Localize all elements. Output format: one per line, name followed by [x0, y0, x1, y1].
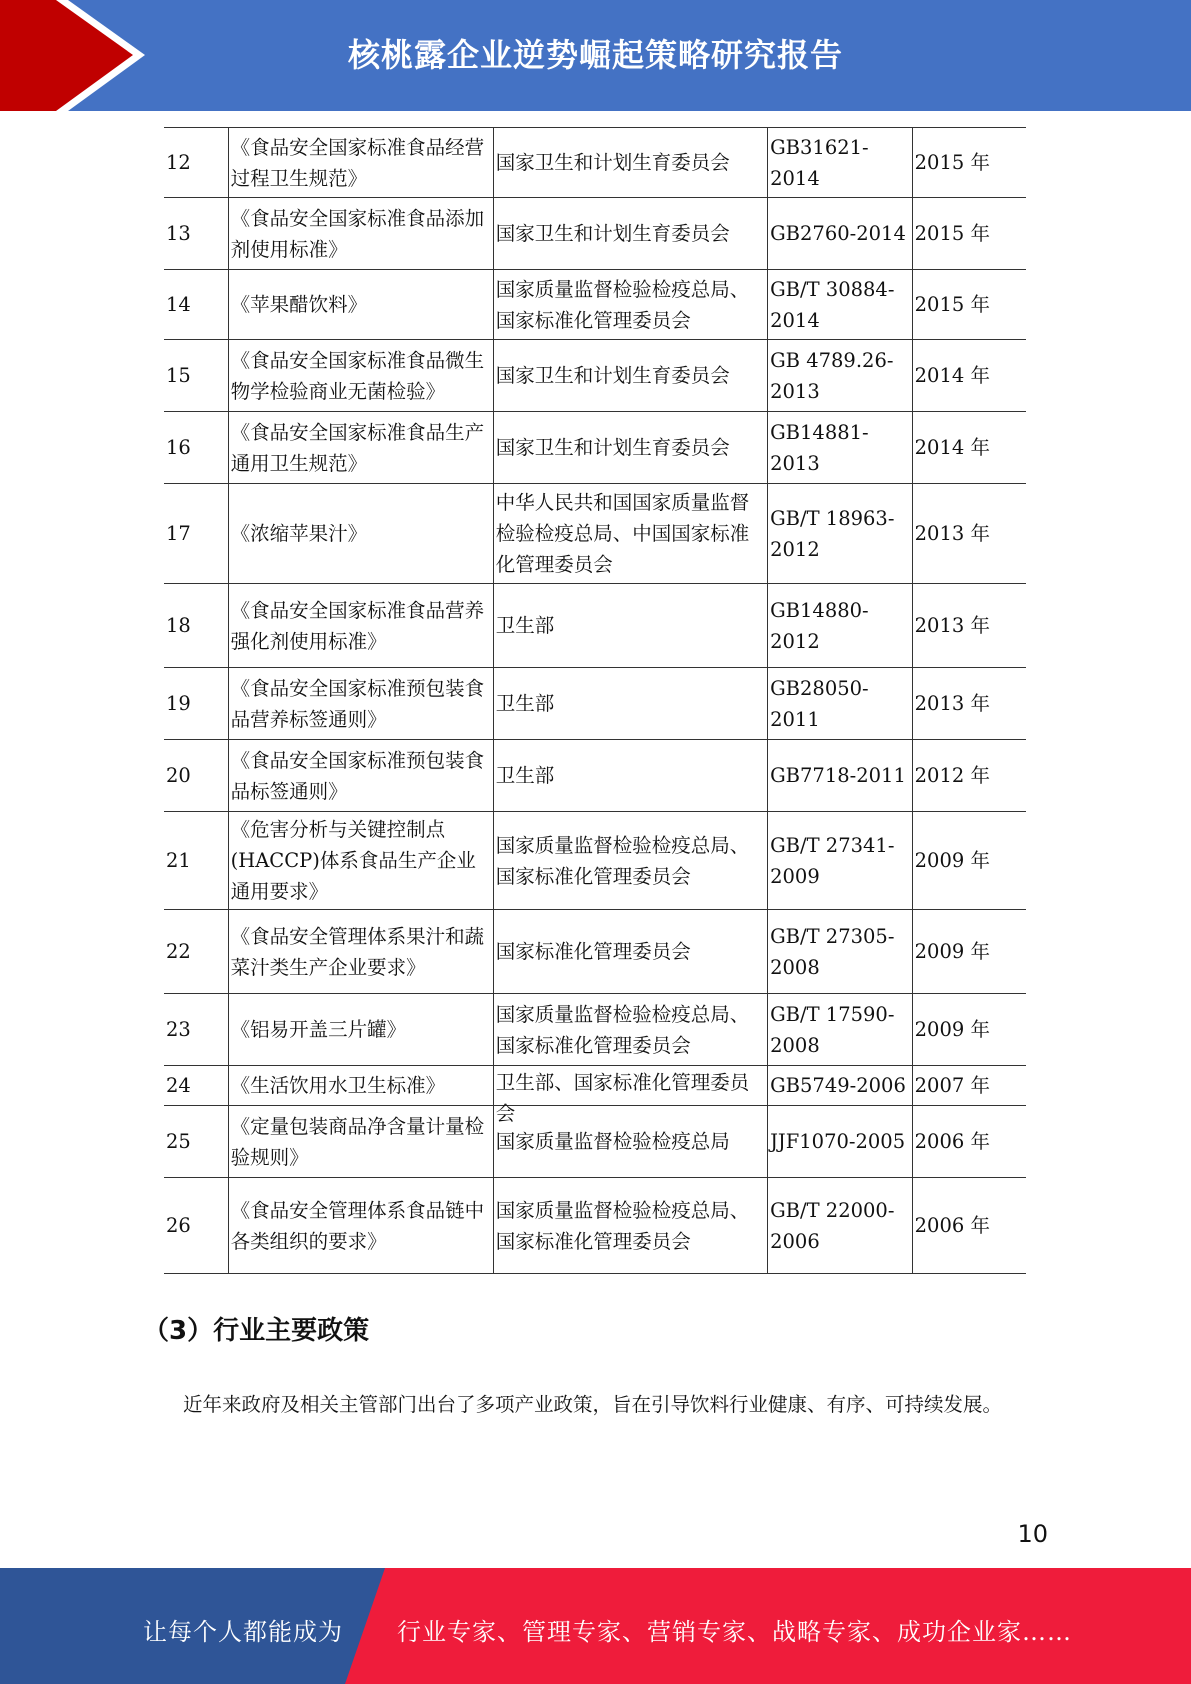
standard-name-cell: 《定量包装商品净含量计量检验规则》 — [228, 1106, 493, 1178]
row-number-cell: 17 — [164, 484, 228, 584]
standard-code-cell: GB14881-2013 — [768, 412, 913, 484]
table-row — [164, 340, 1026, 412]
row-number-cell: 19 — [164, 668, 228, 740]
standard-name-cell: 《苹果醋饮料》 — [228, 270, 493, 340]
issuing-body-cell: 卫生部 — [493, 740, 767, 812]
footer-slogan-left: 让每个人都能成为 — [143, 1618, 343, 1646]
row-number-cell: 13 — [164, 198, 228, 270]
standard-code-cell: GB/T 17590-2008 — [768, 994, 913, 1066]
row-number-cell: 22 — [164, 910, 228, 994]
effective-year-cell: 2012 年 — [912, 740, 1026, 812]
effective-year-cell: 2014 年 — [912, 340, 1026, 412]
table-row — [164, 128, 1026, 198]
effective-year-cell: 2015 年 — [912, 270, 1026, 340]
table-row — [164, 1066, 1026, 1106]
standard-name-cell: 《食品安全国家标准食品经营过程卫生规范》 — [228, 128, 493, 198]
table-row — [164, 1106, 1026, 1178]
issuing-body-cell: 国家卫生和计划生育委员会 — [493, 412, 767, 484]
row-number-cell: 23 — [164, 994, 228, 1066]
effective-year-cell: 2009 年 — [912, 910, 1026, 994]
standard-code-cell: GB/T 27305-2008 — [768, 910, 913, 994]
effective-year-cell: 2007 年 — [912, 1066, 1026, 1106]
standard-code-cell: GB28050-2011 — [768, 668, 913, 740]
table-row — [164, 584, 1026, 668]
table-row — [164, 484, 1026, 584]
standard-code-cell: GB/T 22000-2006 — [768, 1178, 913, 1274]
standard-code-cell: GB/T 18963-2012 — [768, 484, 913, 584]
issuing-body-cell: 国家质量监督检验检疫总局、国家标准化管理委员会 — [493, 1178, 767, 1274]
issuing-body-cell: 国家质量监督检验检疫总局、国家标准化管理委员会 — [493, 270, 767, 340]
report-title: 核桃露企业逆势崛起策略研究报告 — [347, 36, 843, 74]
table-row — [164, 270, 1026, 340]
effective-year-cell: 2013 年 — [912, 584, 1026, 668]
standard-code-cell: GB7718-2011 — [768, 740, 913, 812]
effective-year-cell: 2015 年 — [912, 128, 1026, 198]
page-header — [0, 0, 1191, 111]
effective-year-cell: 2014 年 — [912, 412, 1026, 484]
issuing-body-cell: 国家卫生和计划生育委员会 — [493, 340, 767, 412]
table-row — [164, 994, 1026, 1066]
table-row — [164, 198, 1026, 270]
row-number-cell: 20 — [164, 740, 228, 812]
standard-name-cell: 《危害分析与关键控制点(HACCP)体系食品生产企业通用要求》 — [228, 812, 493, 910]
effective-year-cell: 2013 年 — [912, 668, 1026, 740]
section-paragraph: 近年来政府及相关主管部门出台了多项产业政策，旨在引导饮料行业健康、有序、可持续发展。 — [183, 1393, 1003, 1416]
table-row — [164, 812, 1026, 910]
effective-year-cell: 2006 年 — [912, 1106, 1026, 1178]
issuing-body-cell: 国家质量监督检验检疫总局、国家标准化管理委员会 — [493, 812, 767, 910]
row-number-cell: 24 — [164, 1066, 228, 1106]
row-number-cell: 26 — [164, 1178, 228, 1274]
effective-year-cell: 2013 年 — [912, 484, 1026, 584]
issuing-body-cell: 卫生部 — [493, 584, 767, 668]
issuing-body-cell: 国家标准化管理委员会 — [493, 910, 767, 994]
page-footer — [0, 1568, 1191, 1684]
standard-code-cell: GB5749-2006 — [768, 1066, 913, 1106]
standard-name-cell: 《生活饮用水卫生标准》 — [228, 1066, 493, 1106]
standard-name-cell: 《食品安全国家标准食品生产通用卫生规范》 — [228, 412, 493, 484]
standard-name-cell: 《食品安全管理体系果汁和蔬菜汁类生产企业要求》 — [228, 910, 493, 994]
standard-name-cell: 《浓缩苹果汁》 — [228, 484, 493, 584]
standard-code-cell: GB 4789.26-2013 — [768, 340, 913, 412]
standard-name-cell: 《食品安全管理体系食品链中各类组织的要求》 — [228, 1178, 493, 1274]
issuing-body-cell: 卫生部 — [493, 668, 767, 740]
effective-year-cell: 2009 年 — [912, 812, 1026, 910]
standard-code-cell: GB/T 30884-2014 — [768, 270, 913, 340]
standards-table — [164, 127, 1026, 1274]
issuing-body-cell: 国家质量监督检验检疫总局、国家标准化管理委员会 — [493, 994, 767, 1066]
standard-name-cell: 《铝易开盖三片罐》 — [228, 994, 493, 1066]
row-number-cell: 18 — [164, 584, 228, 668]
standard-name-cell: 《食品安全国家标准食品微生物学检验商业无菌检验》 — [228, 340, 493, 412]
row-number-cell: 16 — [164, 412, 228, 484]
row-number-cell: 15 — [164, 340, 228, 412]
issuing-body-cell: 卫生部、国家标准化管理委员会 — [493, 1066, 767, 1106]
issuing-body-cell: 国家卫生和计划生育委员会 — [493, 128, 767, 198]
issuing-body-cell: 中华人民共和国国家质量监督检验检疫总局、中国国家标准化管理委员会 — [493, 484, 767, 584]
standard-code-cell: GB/T 27341-2009 — [768, 812, 913, 910]
table-row — [164, 412, 1026, 484]
effective-year-cell: 2006 年 — [912, 1178, 1026, 1274]
standard-name-cell: 《食品安全国家标准预包装食品营养标签通则》 — [228, 668, 493, 740]
standard-code-cell: GB2760-2014 — [768, 198, 913, 270]
effective-year-cell: 2015 年 — [912, 198, 1026, 270]
issuing-body-cell: 国家卫生和计划生育委员会 — [493, 198, 767, 270]
standard-name-cell: 《食品安全国家标准食品添加剂使用标准》 — [228, 198, 493, 270]
table-row — [164, 1178, 1026, 1274]
row-number-cell: 12 — [164, 128, 228, 198]
page-number: 10 — [1017, 1520, 1048, 1548]
standard-code-cell: JJF1070-2005 — [768, 1106, 913, 1178]
effective-year-cell: 2009 年 — [912, 994, 1026, 1066]
row-number-cell: 25 — [164, 1106, 228, 1178]
standard-code-cell: GB14880-2012 — [768, 584, 913, 668]
standard-name-cell: 《食品安全国家标准预包装食品标签通则》 — [228, 740, 493, 812]
row-number-cell: 21 — [164, 812, 228, 910]
table-row — [164, 668, 1026, 740]
standard-code-cell: GB31621-2014 — [768, 128, 913, 198]
standard-name-cell: 《食品安全国家标准食品营养强化剂使用标准》 — [228, 584, 493, 668]
section-heading: （3）行业主要政策 — [143, 1316, 370, 1346]
table-row — [164, 910, 1026, 994]
row-number-cell: 14 — [164, 270, 228, 340]
issuing-body-cell: 国家质量监督检验检疫总局 — [493, 1106, 767, 1178]
table-row — [164, 740, 1026, 812]
footer-slogan-right: 行业专家、管理专家、营销专家、战略专家、成功企业家…… — [397, 1618, 1072, 1646]
